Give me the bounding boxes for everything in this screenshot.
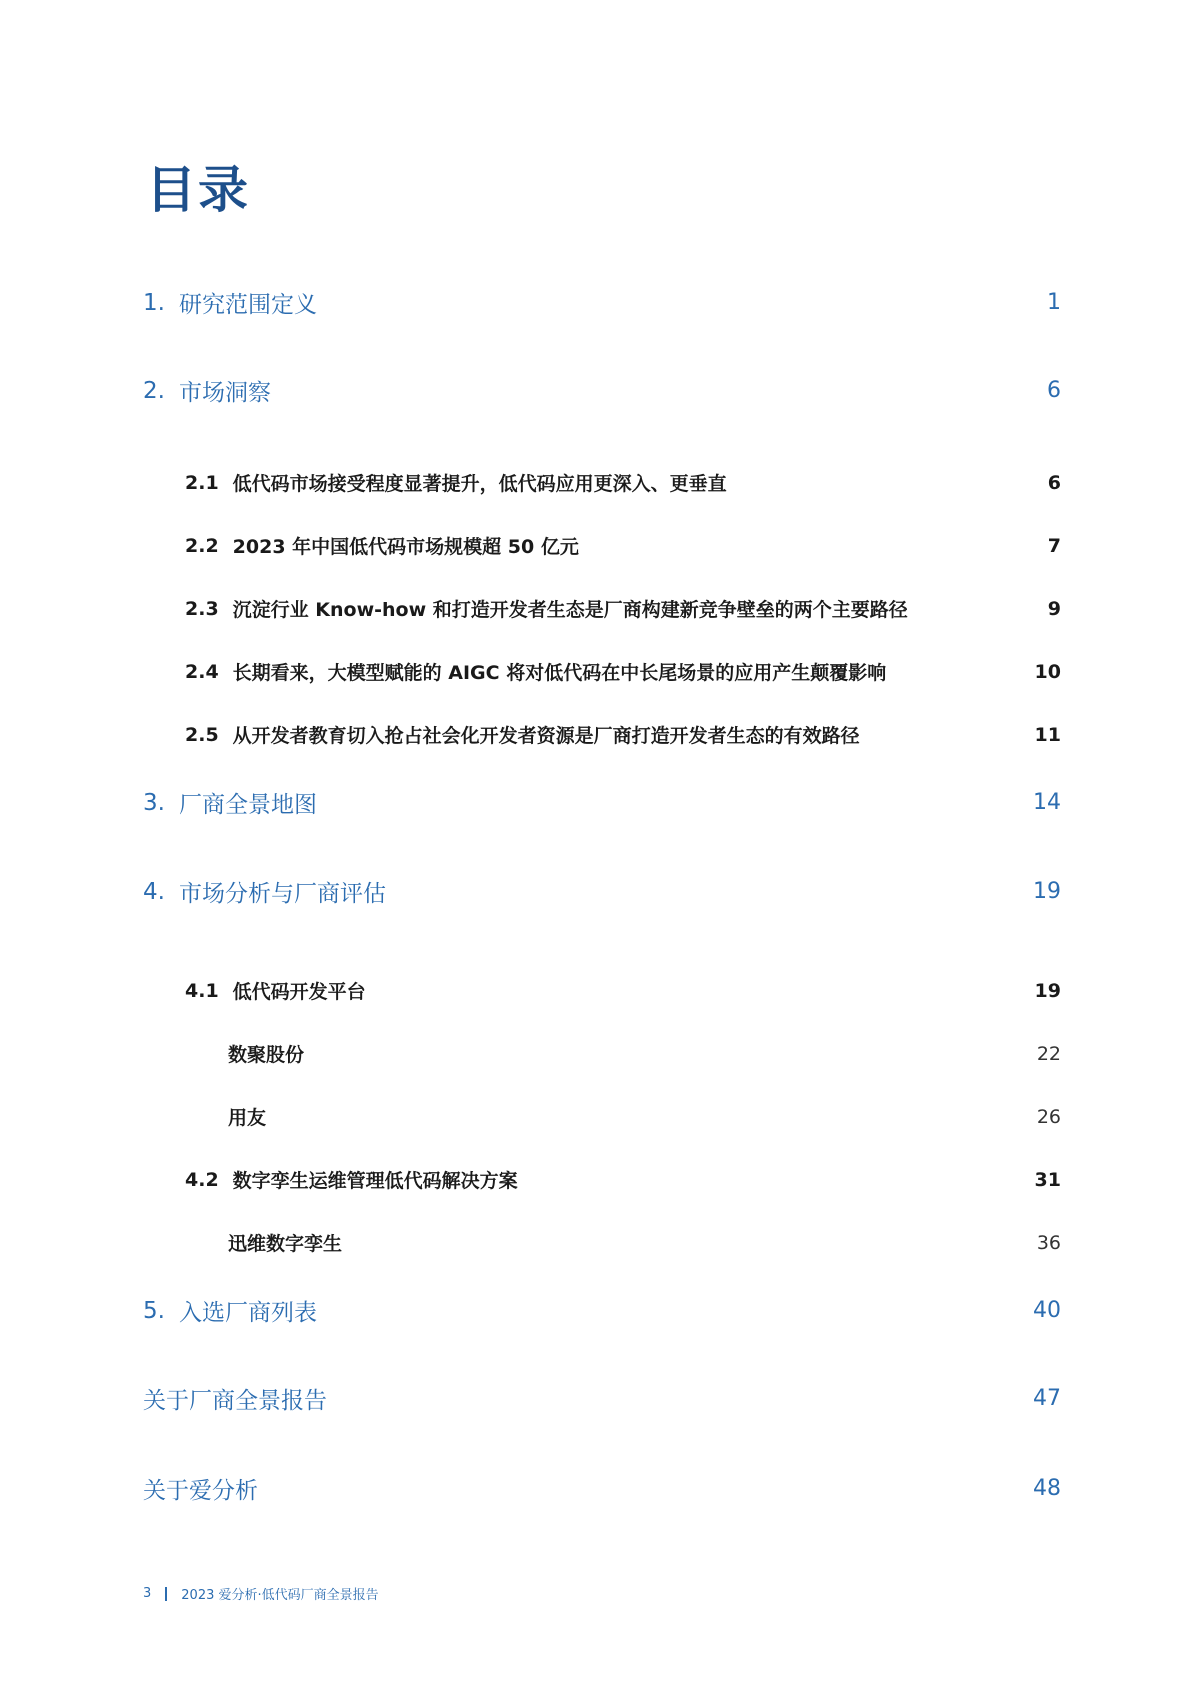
- toc-number: 4.1: [185, 979, 219, 1002]
- toc-entry-2-4[interactable]: [185, 658, 1061, 685]
- toc-entry-4[interactable]: [143, 875, 1061, 908]
- toc-number: 2.: [143, 377, 165, 404]
- toc-entry-vendor-xunwei[interactable]: [228, 1229, 1061, 1256]
- footer-divider: [165, 1587, 167, 1601]
- toc-page-number: 6: [1047, 471, 1061, 494]
- toc-page-number: 19: [1034, 979, 1061, 1002]
- toc-title: 关于爱分析: [143, 1478, 258, 1504]
- toc-entry-about-report[interactable]: [143, 1382, 1061, 1415]
- toc-title: 厂商全景地图: [178, 792, 317, 818]
- toc-page-number: 48: [1033, 1476, 1061, 1501]
- toc-title: 数字孪生运维管理低代码解决方案: [232, 1170, 518, 1192]
- toc-entry-1[interactable]: [143, 286, 1061, 319]
- toc-page-number: 22: [1036, 1042, 1061, 1065]
- toc-page-number: 6: [1047, 378, 1061, 403]
- toc-number: 2.1: [185, 471, 219, 494]
- toc-title: 市场分析与厂商评估: [178, 881, 386, 907]
- toc-entry-5[interactable]: [143, 1294, 1061, 1327]
- toc-page-number: 36: [1036, 1231, 1061, 1254]
- toc-title: 研究范围定义: [178, 292, 317, 318]
- toc-number: 2.4: [185, 660, 219, 683]
- toc-title: 从开发者教育切入抢占社会化开发者资源是厂商打造开发者生态的有效路径: [232, 725, 860, 747]
- toc-entry-3[interactable]: [143, 786, 1061, 819]
- toc-title: 长期看来，大模型赋能的 AIGC 将对低代码在中长尾场景的应用产生颠覆影响: [232, 662, 887, 684]
- toc-page-number: 11: [1034, 723, 1061, 746]
- toc-entry-4-1[interactable]: [185, 977, 1061, 1004]
- toc-number: 5.: [143, 1297, 165, 1324]
- footer-page-number: 3: [143, 1586, 152, 1601]
- toc-entry-about-ifenxi[interactable]: [143, 1472, 1061, 1505]
- toc-entry-2-3[interactable]: [185, 595, 1061, 622]
- toc-page-number: 26: [1036, 1105, 1061, 1128]
- toc-number: 3.: [143, 789, 165, 816]
- toc-title: 入选厂商列表: [178, 1300, 317, 1326]
- toc-title: 沉淀行业 Know-how 和打造开发者生态是厂商构建新竞争壁垒的两个主要路径: [232, 599, 908, 621]
- toc-number: 2.5: [185, 723, 219, 746]
- toc-page-number: 47: [1033, 1386, 1061, 1411]
- page-footer: [143, 1584, 379, 1603]
- toc-title: 低代码开发平台: [232, 981, 366, 1003]
- toc-number: 4.: [143, 878, 165, 905]
- toc-entry-2-1[interactable]: [185, 469, 1061, 496]
- toc-page-number: 10: [1034, 660, 1061, 683]
- toc-page-number: 1: [1047, 290, 1061, 315]
- toc-page-number: 14: [1033, 790, 1061, 815]
- toc-number: 4.2: [185, 1168, 219, 1191]
- toc-title: 关于厂商全景报告: [143, 1388, 327, 1414]
- toc-entry-vendor-shuju[interactable]: [228, 1040, 1061, 1067]
- toc-title: 用友: [228, 1107, 267, 1129]
- toc-title: 市场洞察: [178, 380, 271, 406]
- toc-number: 2.2: [185, 534, 219, 557]
- toc-title: 2023 年中国低代码市场规模超 50 亿元: [232, 536, 579, 558]
- toc-number: 2.3: [185, 597, 219, 620]
- toc-title: 数聚股份: [228, 1044, 305, 1066]
- footer-report-title: 2023 爱分析·低代码厂商全景报告: [181, 1588, 379, 1603]
- toc-title: 迅维数字孪生: [228, 1233, 343, 1255]
- page-title: 目录: [146, 161, 250, 219]
- toc-page-number: 9: [1047, 597, 1061, 620]
- toc-entry-2[interactable]: [143, 374, 1061, 407]
- toc-entry-2-2[interactable]: [185, 532, 1061, 559]
- toc-page-number: 31: [1034, 1168, 1061, 1191]
- toc-page-number: 19: [1033, 879, 1061, 904]
- toc-page-number: 40: [1033, 1298, 1061, 1323]
- toc-page-number: 7: [1047, 534, 1061, 557]
- toc-entry-4-2[interactable]: [185, 1166, 1061, 1193]
- toc-entry-2-5[interactable]: [185, 721, 1061, 748]
- toc-entry-vendor-yonyou[interactable]: [228, 1103, 1061, 1130]
- toc-title: 低代码市场接受程度显著提升，低代码应用更深入、更垂直: [232, 473, 727, 495]
- toc-number: 1.: [143, 289, 165, 316]
